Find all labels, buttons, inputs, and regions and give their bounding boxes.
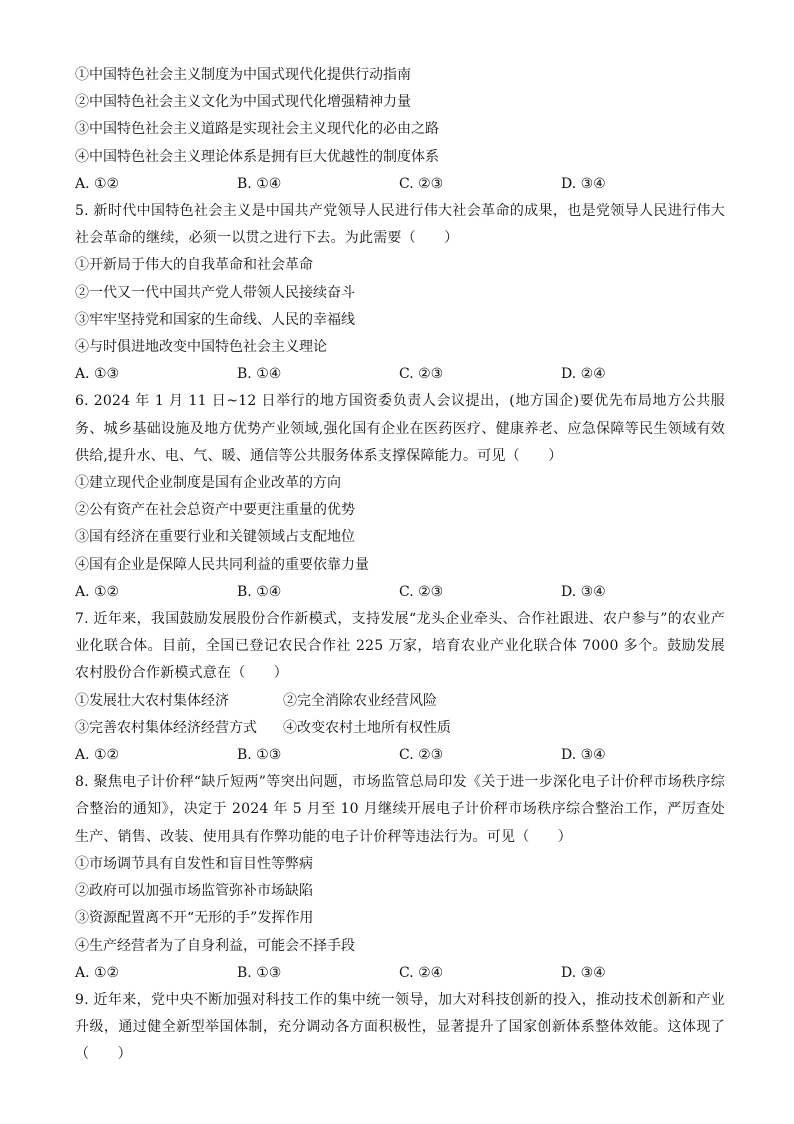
q5-item-3: ③牢牢坚持党和国家的生命线、人民的幸福线 (75, 311, 355, 328)
q7-option-c: C. ②③ (399, 747, 444, 764)
question-9 (75, 987, 725, 1069)
q8-options (75, 960, 725, 987)
q8-item-3: ③资源配置离不开“无形的手”发挥作用 (75, 910, 314, 927)
q7-items-row-2 (75, 715, 725, 742)
q8-option-d: D. ③④ (561, 964, 606, 981)
q6-item-3: ③国有经济在重要行业和关键领域占支配地位 (75, 529, 355, 546)
question-5 (75, 198, 725, 388)
q8-stem: 8. 聚焦电子计价秤“缺斤短两”等突出问题，市场监管总局印发《关于进一步深化电子计价秤市场秩序综合整治的通知》，决定于 2024 年 5 月至 10 月继续开展电子计价秤市场秩序综合整治工作，严厉查处生产、销售、改装、使用具有作弊功能的电子计价秤等违法行为。可见（ ） (75, 774, 725, 845)
q7-items-row-1 (75, 688, 725, 715)
exam-page (75, 62, 725, 1069)
q5-option-c: C. ②③ (399, 366, 444, 383)
q5-item-4: ④与时俱进地改变中国特色社会主义理论 (75, 339, 327, 356)
q5-item-2: ②一代又一代中国共产党人带领人民接续奋斗 (75, 284, 355, 301)
q7-stem: 7. 近年来，我国鼓励发展股份合作新模式，支持发展“龙头企业牵头、合作社跟进、农户参与”的农业产业化联合体。目前，全国已登记农民合作社 225 万家，培育农业产业化联合体 7000 多个。鼓励发展农村股份合作新模式意在（ ） (75, 611, 725, 682)
q9-stem: 9. 近年来，党中央不断加强对科技工作的集中统一领导，加大对科技创新的投入，推动技术创新和产业升级，通过健全新型举国体制，充分调动各方面积极性，显著提升了国家创新体系整体效能。这体现了（ ） (75, 991, 725, 1063)
q4-item-4: ④中国特色社会主义理论体系是拥有巨大优越性的制度体系 (75, 148, 439, 165)
q4-item-2: ②中国特色社会主义文化为中国式现代化增强精神力量 (75, 94, 411, 111)
q8-option-a: A. ①② (75, 964, 120, 981)
q7-options (75, 742, 725, 769)
q8-item-1: ①市场调节具有自发性和盲目性等弊病 (75, 855, 313, 872)
q8-option-b: B. ①③ (237, 964, 282, 981)
q7-option-b: B. ①③ (237, 747, 282, 764)
q8-option-c: C. ②④ (399, 964, 444, 981)
q5-option-d: D. ②④ (561, 366, 606, 383)
q5-item-1: ①开新局于伟大的自我革命和社会革命 (75, 257, 313, 274)
q7-item-4: ④改变农村土地所有权性质 (283, 719, 451, 736)
q4-option-c: C. ②③ (399, 175, 444, 192)
q6-stem: 6. 2024 年 1 月 11 日~12 日举行的地方国资委负责人会议提出，(地方国企)要优先布局地方公共服务、城乡基础设施及地方优势产业领域,强化国有企业在医药医疗、健康养老、应急保障等民生领域有效供给,提升水、电、气、暖、通信等公共服务体系支撑保障能力。可见（ ） (75, 393, 725, 464)
q6-option-b: B. ①④ (237, 583, 282, 600)
q7-item-2: ②完全消除农业经营风险 (283, 692, 437, 709)
q6-item-1: ①建立现代企业制度是国有企业改革的方向 (75, 475, 341, 492)
q4-option-b: B. ①④ (237, 175, 282, 192)
q4-option-a: A. ①② (75, 175, 120, 192)
q5-option-a: A. ①③ (75, 366, 120, 383)
q7-option-d: D. ③④ (561, 747, 606, 764)
q5-option-b: B. ①④ (237, 366, 282, 383)
q4-item-3: ③中国特色社会主义道路是实现社会主义现代化的必由之路 (75, 121, 439, 138)
q7-item-3: ③完善农村集体经济经营方式 (75, 719, 257, 736)
q6-item-4: ④国有企业是保障人民共同利益的重要依靠力量 (75, 556, 369, 573)
q4-options (75, 171, 725, 198)
q6-item-2: ②公有资产在社会总资产中要更注重量的优势 (75, 502, 355, 519)
q8-item-4: ④生产经营者为了自身利益，可能会不择手段 (75, 937, 355, 954)
q6-options (75, 579, 725, 606)
q6-option-a: A. ①② (75, 583, 120, 600)
q5-options (75, 361, 725, 388)
q6-option-c: C. ②③ (399, 583, 444, 600)
q4-option-d: D. ③④ (561, 175, 606, 192)
question-6 (75, 388, 725, 606)
q8-item-2: ②政府可以加强市场监管弥补市场缺陷 (75, 883, 313, 900)
question-8 (75, 769, 725, 987)
q7-item-1: ①发展壮大农村集体经济 (75, 692, 229, 709)
q7-option-a: A. ①② (75, 747, 120, 764)
q4-item-1: ①中国特色社会主义制度为中国式现代化提供行动指南 (75, 67, 411, 83)
question-4-fragment (75, 62, 725, 198)
q6-option-d: D. ③④ (561, 583, 606, 600)
q5-stem: 5. 新时代中国特色社会主义是中国共产党领导人民进行伟大社会革命的成果，也是党领导人民进行伟大社会革命的继续，必须一以贯之进行下去。为此需要（ ） (75, 203, 725, 247)
question-7 (75, 606, 725, 769)
